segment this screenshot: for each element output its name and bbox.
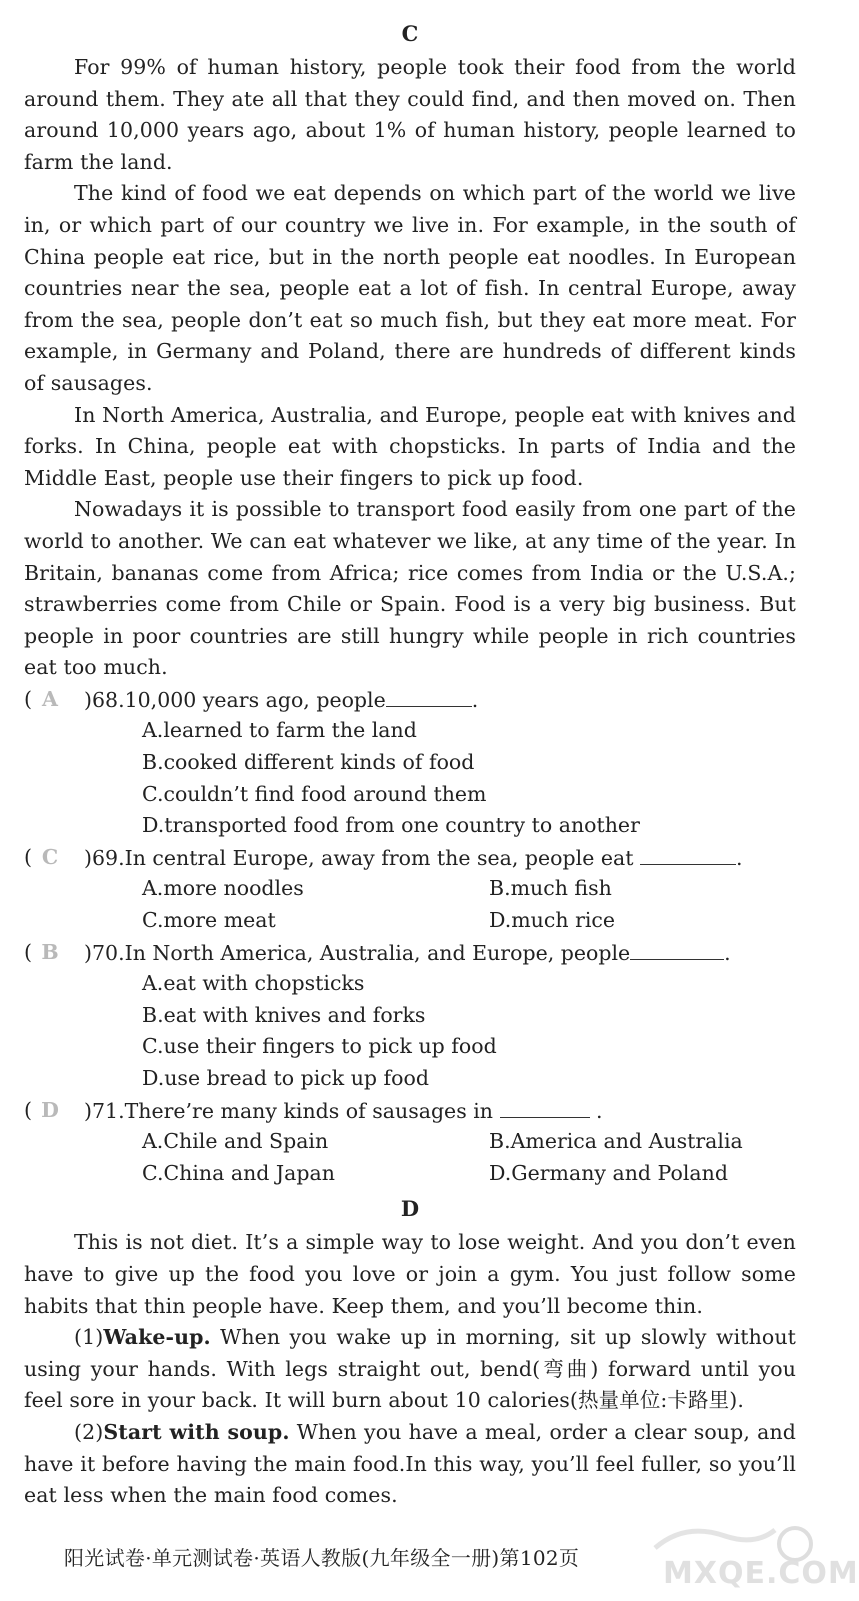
option-row xyxy=(24,747,796,779)
question-70 xyxy=(24,937,796,969)
option-row xyxy=(24,1158,796,1190)
question-69 xyxy=(24,842,796,874)
option-b[interactable]: B.America and Australia xyxy=(489,1129,743,1154)
question-68 xyxy=(24,684,796,716)
question-stem xyxy=(84,842,743,875)
option-row xyxy=(24,968,796,1000)
option-a[interactable]: A.learned to farm the land xyxy=(142,718,417,743)
question-end: . xyxy=(471,687,479,712)
option-row xyxy=(24,1000,796,1032)
option-row xyxy=(24,1126,796,1158)
option-c[interactable]: C.China and Japan xyxy=(142,1160,335,1185)
answer-blank[interactable] xyxy=(640,842,736,865)
option-row xyxy=(24,779,796,811)
passage-d-tip-1 xyxy=(24,1322,796,1417)
question-stem xyxy=(84,937,731,970)
option-row xyxy=(24,1031,796,1063)
option-a[interactable]: A.more noodles xyxy=(142,876,304,901)
question-end: . xyxy=(724,940,731,965)
option-row xyxy=(24,873,796,905)
page xyxy=(24,14,796,1512)
question-end: . xyxy=(589,1098,603,1123)
footer-title: 阳光试卷·单元测试卷·英语人教版(九年级全一册) xyxy=(64,1546,500,1570)
answer-bracket: ( B xyxy=(24,937,68,969)
passage-d-tip-2 xyxy=(24,1417,796,1512)
option-d[interactable]: D.much rice xyxy=(489,908,616,933)
answer-mark: D xyxy=(41,1097,59,1122)
option-row xyxy=(24,715,796,747)
option-d[interactable]: D.transported food from one country to another xyxy=(142,813,640,838)
answer-mark: B xyxy=(41,939,59,964)
option-b[interactable]: B.much fish xyxy=(489,876,612,901)
answer-bracket: ( D xyxy=(24,1095,68,1127)
passage-c-paragraph-4: Nowadays it is possible to transport food easily from one part of the world to another. We can eat whatever we like, at any time of the year. In Britain, bananas come from Africa; rice comes from India or the U.S.A.; strawberries come from Chile or Spain. Food is a very big business. But people in poor countries are still hungry while people in rich countries eat too much. xyxy=(24,497,796,680)
question-text: )70.In North America, Australia, and Europe, people xyxy=(84,940,631,965)
option-a[interactable]: A.Chile and Spain xyxy=(142,1129,329,1154)
answer-mark: C xyxy=(41,844,59,869)
passage-d-intro: This is not diet. It’s a simple way to lose weight. And you don’t even have to give up the food you love or join a gym. You just follow some habits that thin people have. Keep them, and you’ll become thin. xyxy=(24,1230,796,1318)
option-b[interactable]: B.eat with knives and forks xyxy=(142,1002,426,1027)
answer-mark: A xyxy=(42,686,58,711)
watermark-text: MXQE.COM xyxy=(663,1556,859,1591)
option-row xyxy=(24,810,796,842)
option-a[interactable]: A.eat with chopsticks xyxy=(142,971,365,996)
option-c[interactable]: C.couldn’t find food around them xyxy=(142,781,487,806)
watermark-logo xyxy=(645,1518,859,1596)
question-71 xyxy=(24,1095,796,1127)
question-text: )71.There’re many kinds of sausages in xyxy=(84,1098,500,1123)
tip-number: (2) xyxy=(74,1419,104,1444)
question-end: . xyxy=(735,845,743,870)
option-d[interactable]: D.use bread to pick up food xyxy=(142,1066,429,1090)
option-row xyxy=(24,905,796,937)
option-c[interactable]: C.use their fingers to pick up food xyxy=(142,1034,497,1059)
tip-text: When you have a meal, order a clear soup, and have it before having the main food.In this way, you’ll feel fuller, so you’ll eat less when the main food comes. xyxy=(24,1419,796,1508)
question-text: )69.In central Europe, away from the sea, people eat xyxy=(84,845,640,870)
tip-number: (1) xyxy=(74,1325,104,1350)
tip-heading: Start with soup. xyxy=(103,1419,290,1444)
passage-c-paragraph-2: The kind of food we eat depends on which part of the world we live in, or which part of our country we live in. For example, in the south of China people eat rice, but in the north people eat noodles. In European countries near the sea, people eat a lot of fish. In central Europe, away from the sea, people don’t eat so much fish, but they eat more meat. For example, in Germany and Poland, there are hundreds of different kinds of sausages. xyxy=(24,181,796,395)
tip-heading: Wake-up. xyxy=(103,1325,211,1350)
question-stem xyxy=(84,1095,603,1128)
option-d[interactable]: D.Germany and Poland xyxy=(489,1160,728,1185)
passage-c-paragraph-3: In North America, Australia, and Europe, people eat with knives and forks. In China, people eat with chopsticks. In parts of India and the Middle East, people use their fingers to pick up food. xyxy=(24,402,796,490)
question-stem xyxy=(84,684,478,717)
question-text: )68.10,000 years ago, people xyxy=(84,687,386,712)
page-number: 第102页 xyxy=(499,1546,580,1570)
page-footer xyxy=(64,1542,579,1571)
option-row xyxy=(24,1063,796,1095)
section-d-title: D xyxy=(400,1196,420,1222)
option-b[interactable]: B.cooked different kinds of food xyxy=(142,750,475,775)
answer-blank[interactable] xyxy=(630,937,724,960)
answer-blank[interactable] xyxy=(500,1095,590,1118)
tip-text: When you wake up in morning, sit up slowly without using your hands. With legs straight out, bend(弯曲) forward until you feel sore in your back. It will burn about 10 calories(热量单位:卡路里). xyxy=(24,1325,796,1413)
passage-c-paragraph-1: For 99% of human history, people took their food from the world around them. They ate all that they could find, and then moved on. Then around 10,000 years ago, about 1% of human history, people learned to farm the land. xyxy=(24,55,796,174)
option-c[interactable]: C.more meat xyxy=(142,908,276,933)
answer-blank[interactable] xyxy=(386,684,472,707)
answer-bracket: ( A xyxy=(24,684,68,716)
section-c-title: C xyxy=(401,21,419,46)
answer-bracket: ( C xyxy=(24,842,68,874)
